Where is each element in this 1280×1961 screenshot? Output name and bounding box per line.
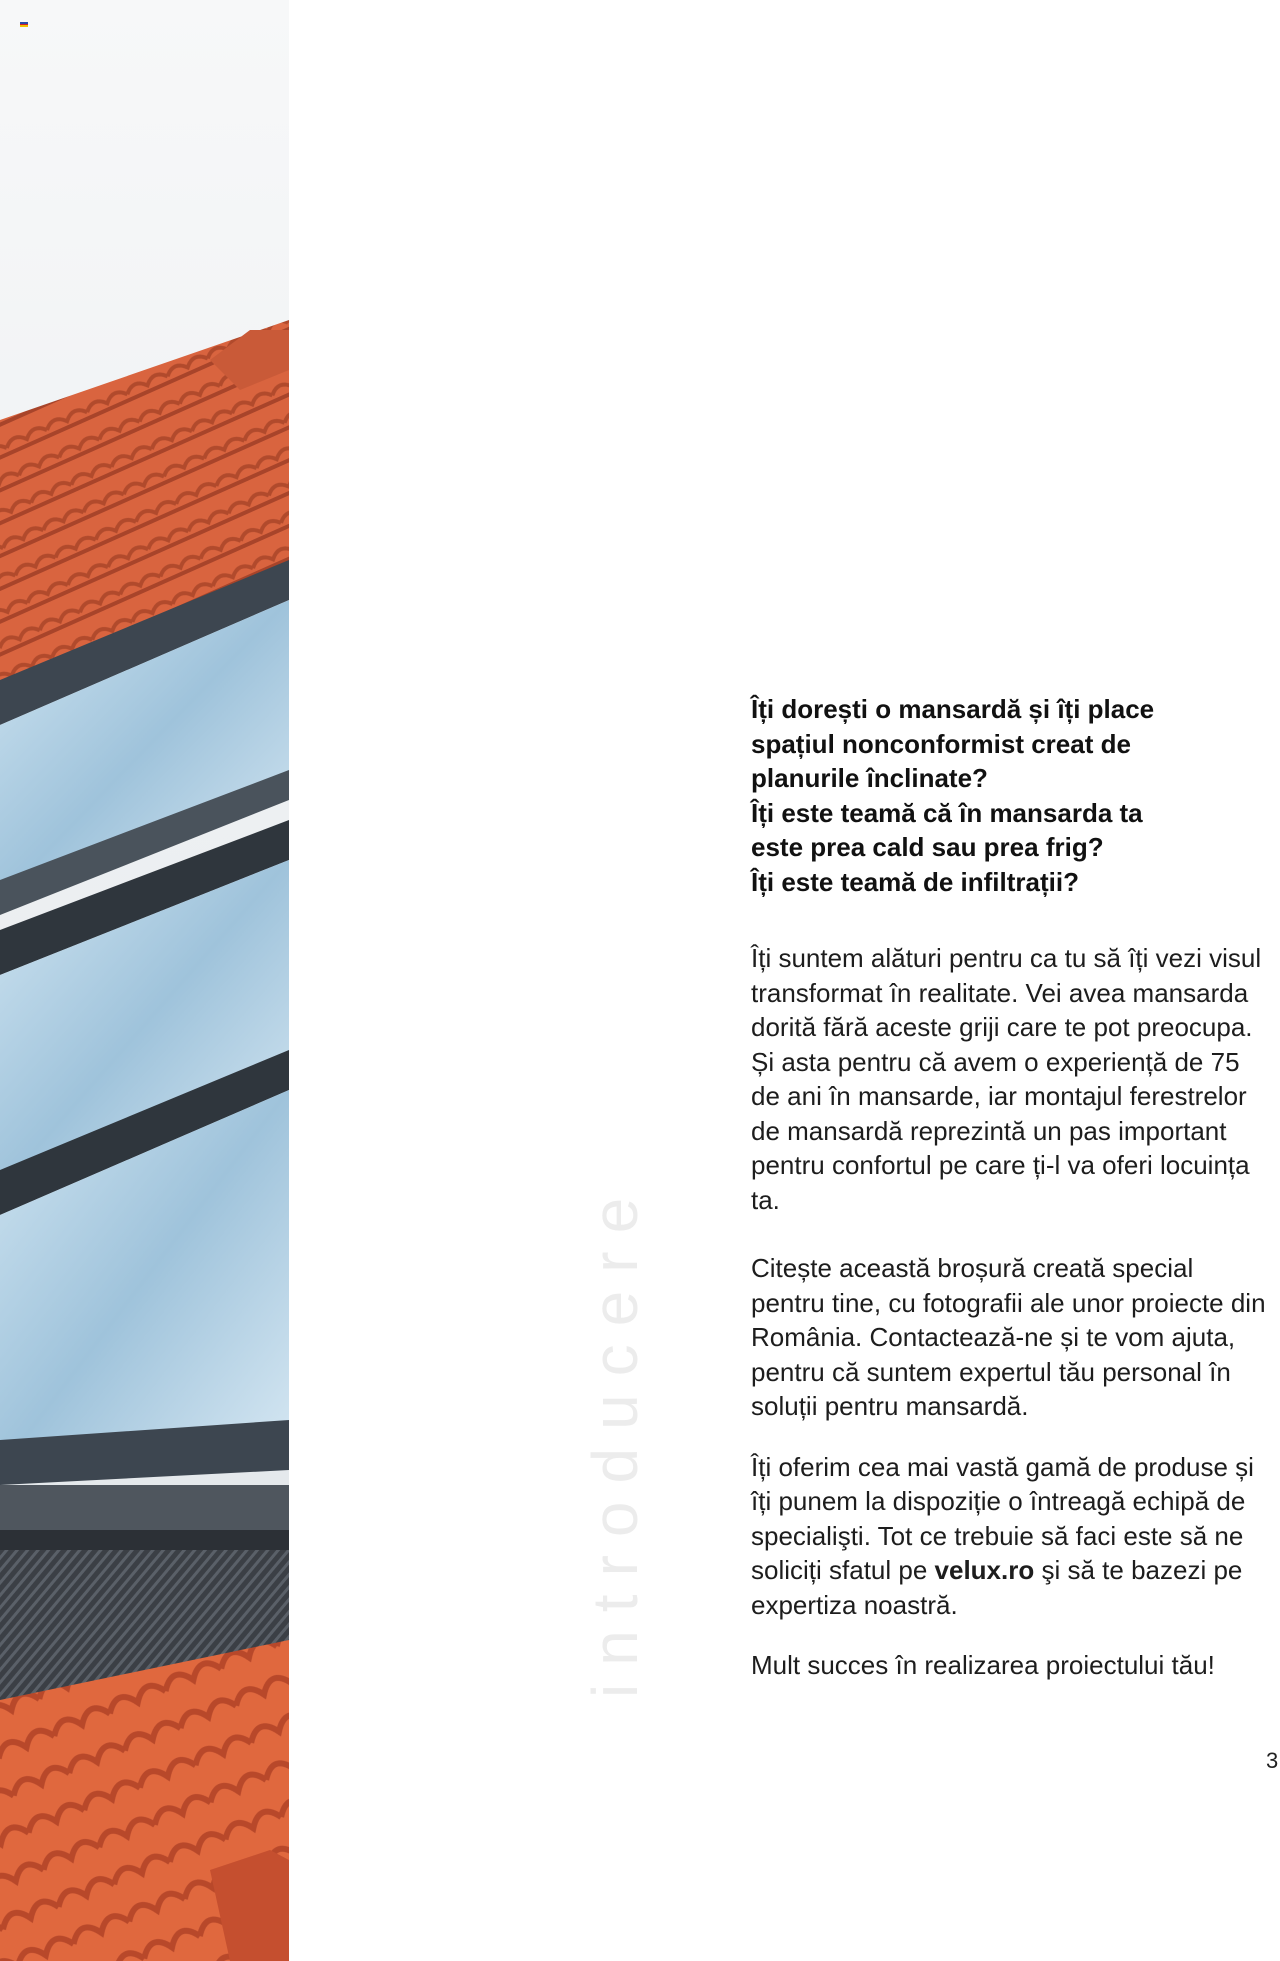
question-line: Îți dorești o mansardă și îți place [751, 694, 1155, 724]
question-line: Îți este teamă de infiltrații? [751, 866, 1079, 897]
paragraph-3-text-end: şi să te bazezi pe expertiza noastră. [751, 1555, 1243, 1620]
page-number: 3 [1266, 1748, 1279, 1773]
intro-paragraph-1: Îți suntem alături pentru ca tu să îți vezi visul transformat în realitate. Vei avea mansarda dorită fără aceste griji care te pot preocupa. Și asta pentru că avem o experiență de 75 de ani în mansarde, iar montajul ferestrelor de mansardă reprezintă un pas important pentru confortul pe care ți-l va oferi locuința ta. [751, 943, 1262, 1215]
website-link[interactable]: velux.ro [934, 1555, 1035, 1585]
intro-text-column [751, 692, 1271, 1709]
question-line: spațiul nonconformist creat de [751, 728, 1131, 759]
intro-questions [751, 692, 1271, 899]
question-line: Îți este teamă că în mansarda ta [751, 797, 1143, 828]
section-title-vertical: introducere [579, 1179, 651, 1698]
intro-paragraph-3 [751, 1450, 1271, 1623]
intro-paragraph-2: Citește această broșură creată special pentru tine, cu fotografii ale unor proiecte din România. Contactează-ne și te vom ajuta, pentru că suntem expertul tău personal în soluții pentru mansardă. [751, 1253, 1266, 1421]
question-line: planurile înclinate? [751, 763, 988, 793]
paragraph-3-text-start: Îți oferim cea mai vastă gamă de produse și îți punem la dispoziție o întreagă echipă de specialişti. Tot ce trebuie să faci este să ne soliciți sfatul pe [751, 1451, 1254, 1585]
roof-window-photo [0, 0, 289, 1961]
closing-line: Mult succes în realizarea proiectului tău! [751, 1650, 1215, 1680]
language-flag-icon [20, 22, 28, 27]
question-line: este prea cald sau prea frig? [751, 832, 1104, 862]
